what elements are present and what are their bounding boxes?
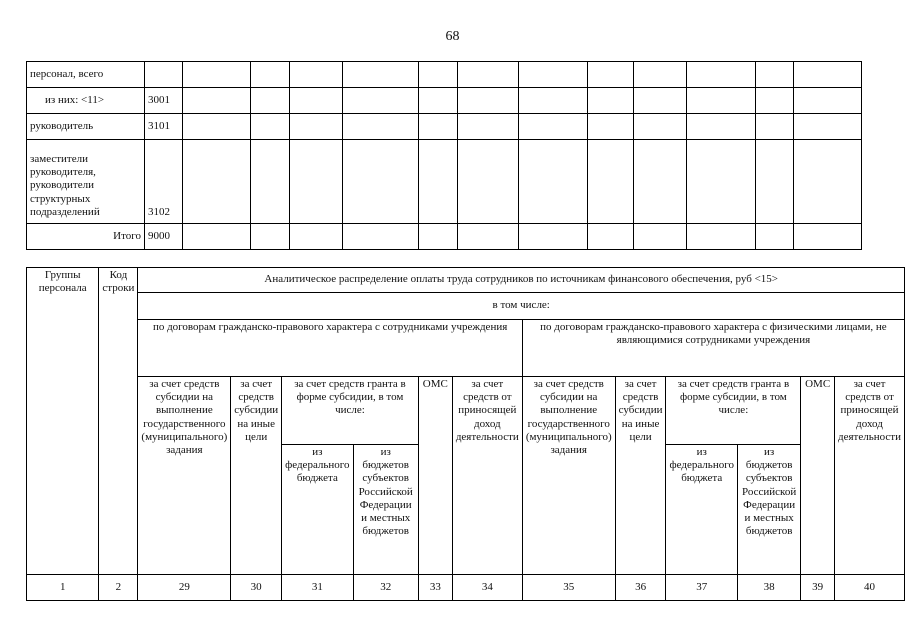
- row-code: 3101: [145, 114, 183, 140]
- row-code: 3001: [145, 88, 183, 114]
- table-row: [27, 140, 862, 224]
- column-number: 33: [418, 575, 452, 601]
- header-l-other: за счет средств субсидии на иные цели: [231, 377, 282, 575]
- header-code: Код строки: [99, 268, 138, 575]
- row-label: персонал, всего: [27, 62, 145, 88]
- table-row: [27, 224, 862, 250]
- header-table: [26, 267, 905, 601]
- header-l-income: за счет средств от приносящей доход деятельности: [452, 377, 522, 575]
- header-l-grant: за счет средств гранта в форме субсидии, в том числе:: [282, 377, 419, 445]
- data-table-top: [26, 61, 862, 250]
- column-number: 35: [522, 575, 615, 601]
- header-main: Аналитическое распределение оплаты труда сотрудников по источникам финансового обеспечения, руб <15>: [138, 268, 905, 293]
- column-number: 37: [666, 575, 737, 601]
- column-number: 2: [99, 575, 138, 601]
- header-r-task: за счет средств субсидии на выполнение государственного (муниципального) задания: [522, 377, 615, 575]
- row-label: из них: <11>: [27, 88, 145, 114]
- column-number: 36: [615, 575, 666, 601]
- header-l-fed: из федерального бюджета: [282, 445, 353, 575]
- header-r-reg: из бюджетов субъектов Российской Федерации и местных бюджетов: [737, 445, 800, 575]
- row-code: 9000: [145, 224, 183, 250]
- row-label: заместители руководителя, руководители структурных подразделений: [27, 140, 145, 224]
- header-r-oms: ОМС: [801, 377, 835, 575]
- header-group: Группы персонала: [27, 268, 99, 575]
- column-number: 34: [452, 575, 522, 601]
- column-number-row: [27, 575, 905, 601]
- column-number: 1: [27, 575, 99, 601]
- row-code: 3102: [145, 140, 183, 224]
- header-l-reg: из бюджетов субъектов Российской Федерации и местных бюджетов: [353, 445, 418, 575]
- row-code: [145, 62, 183, 88]
- header-r-grant: за счет средств гранта в форме субсидии, в том числе:: [666, 377, 801, 445]
- column-number: 38: [737, 575, 800, 601]
- header-incl: в том числе:: [138, 293, 905, 320]
- column-number: 32: [353, 575, 418, 601]
- header-l-task: за счет средств субсидии на выполнение государственного (муниципального) задания: [138, 377, 231, 575]
- table-row: [27, 88, 862, 114]
- column-number: 40: [835, 575, 905, 601]
- header-left-block: по договорам гражданско-правового характера с сотрудниками учреждения: [138, 320, 522, 377]
- header-r-fed: из федерального бюджета: [666, 445, 737, 575]
- column-number: 29: [138, 575, 231, 601]
- column-number: 30: [231, 575, 282, 601]
- page-number: 68: [445, 29, 460, 44]
- header-r-other: за счет средств субсидии на иные цели: [615, 377, 666, 575]
- row-label: руководитель: [27, 114, 145, 140]
- column-number: 39: [801, 575, 835, 601]
- column-number: 31: [282, 575, 353, 601]
- row-label-total: Итого: [27, 224, 145, 250]
- header-right-block: по договорам гражданско-правового характера с физическими лицами, не являющимися сотрудниками учреждения: [522, 320, 904, 377]
- table-row: [27, 114, 862, 140]
- header-l-oms: ОМС: [418, 377, 452, 575]
- header-r-income: за счет средств от приносящей доход деятельности: [835, 377, 905, 575]
- table-row: [27, 62, 862, 88]
